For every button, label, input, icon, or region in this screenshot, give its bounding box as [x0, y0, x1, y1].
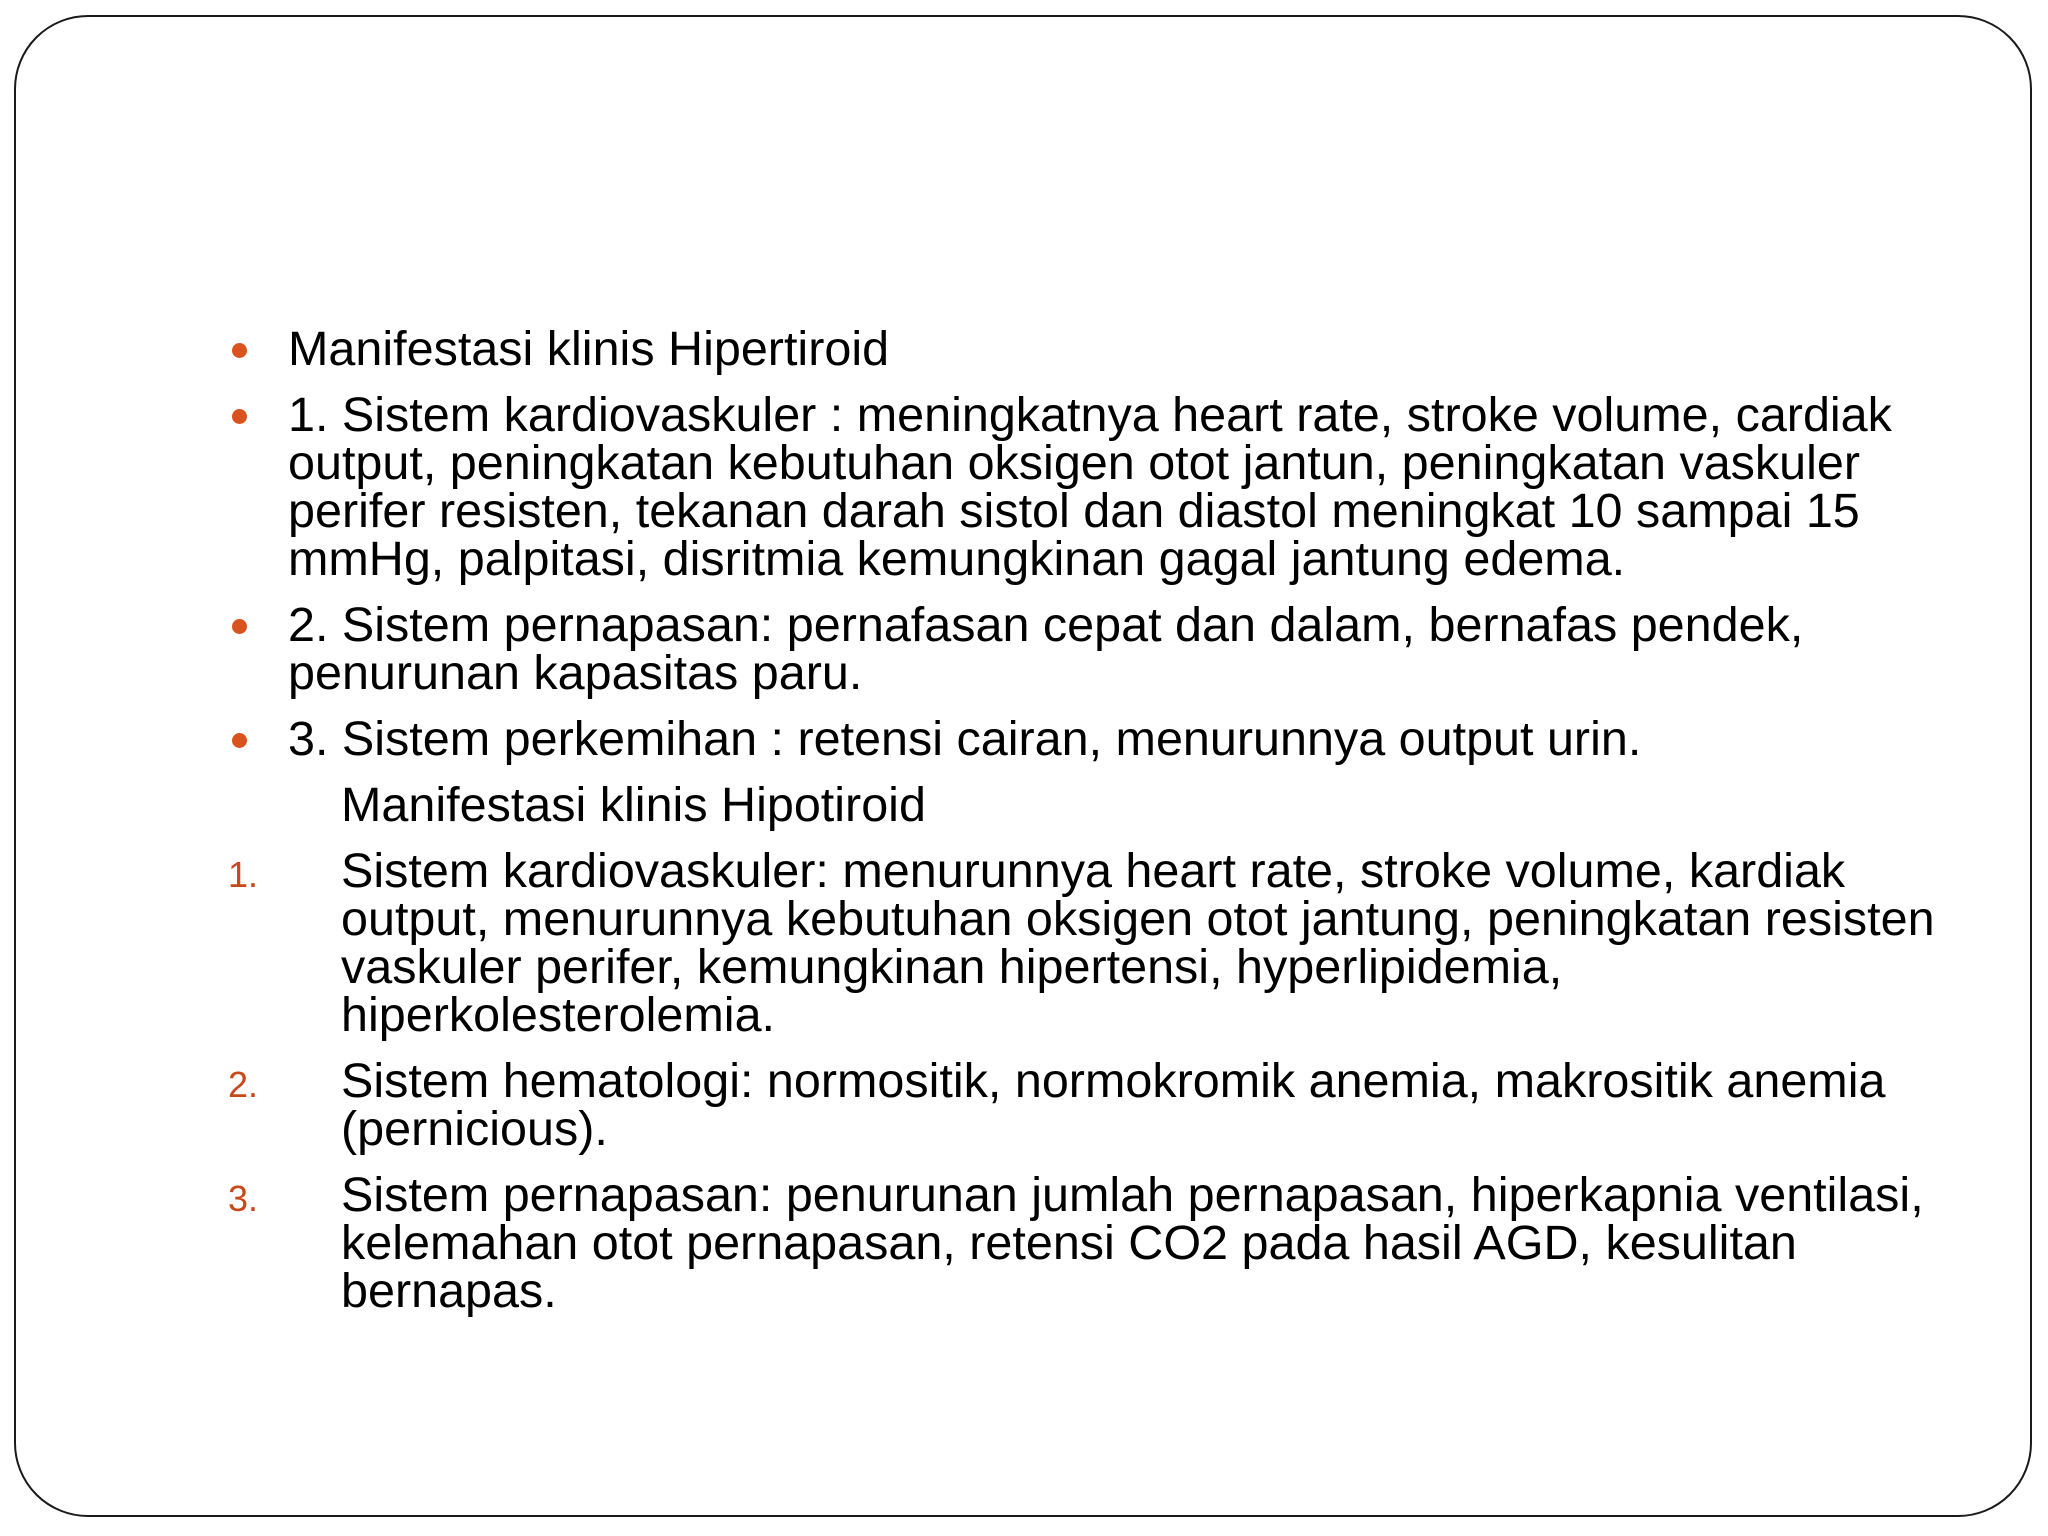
hypertiroid-list: [228, 322, 1968, 766]
hypotiroid-title: Manifestasi klinis Hipotiroid: [341, 778, 926, 832]
bullet-icon: [232, 343, 247, 358]
item-number: 1.: [228, 854, 259, 895]
item-number: 3.: [228, 1178, 259, 1219]
list-item: [228, 322, 1968, 376]
bullet-text: 3. Sistem perkemihan : retensi cairan, menurunnya output urin.: [288, 712, 1642, 766]
item-text: Sistem pernapasan: penurunan jumlah pernapasan, hiperkapnia ventilasi, kelemahan otot pernapasan, retensi CO2 pada hasil AGD, kesulitan bernapas.: [341, 1168, 1924, 1318]
list-item: [228, 598, 1968, 700]
list-item: [228, 844, 1968, 1042]
list-item: [228, 388, 1968, 586]
bullet-icon: [232, 733, 247, 748]
list-item: [228, 1054, 1968, 1156]
hypotiroid-list: [228, 844, 1968, 1318]
bullet-text: 2. Sistem pernapasan: pernafasan cepat dan dalam, bernafas pendek, penurunan kapasitas paru.: [288, 598, 1804, 700]
bullet-icon: [232, 409, 247, 424]
slide-content: [228, 322, 1968, 1333]
item-text: Sistem kardiovaskuler: menurunnya heart rate, stroke volume, kardiak output, menurunnya kebutuhan oksigen otot jantung, peningkatan resisten vaskuler perifer, kemungkinan hipertensi, hyperlipidemia, hiperkolesterolemia.: [341, 844, 1935, 1042]
item-text: Sistem hematologi: normositik, normokromik anemia, makrositik anemia (pernicious).: [341, 1054, 1886, 1156]
item-number: 2.: [228, 1064, 259, 1105]
list-item: [228, 712, 1968, 766]
bullet-text: 1. Sistem kardiovaskuler : meningkatnya heart rate, stroke volume, cardiak output, peningkatan kebutuhan oksigen otot jantun, peningkatan vaskuler perifer resisten, tekanan darah sistol dan diastol meningkat 10 sampai 15 mmHg, palpitasi, disritmia kemungkinan gagal jantung edema.: [288, 388, 1892, 586]
bullet-icon: [232, 619, 247, 634]
bullet-text: Manifestasi klinis Hipertiroid: [288, 322, 890, 376]
list-item: [228, 1168, 1968, 1318]
